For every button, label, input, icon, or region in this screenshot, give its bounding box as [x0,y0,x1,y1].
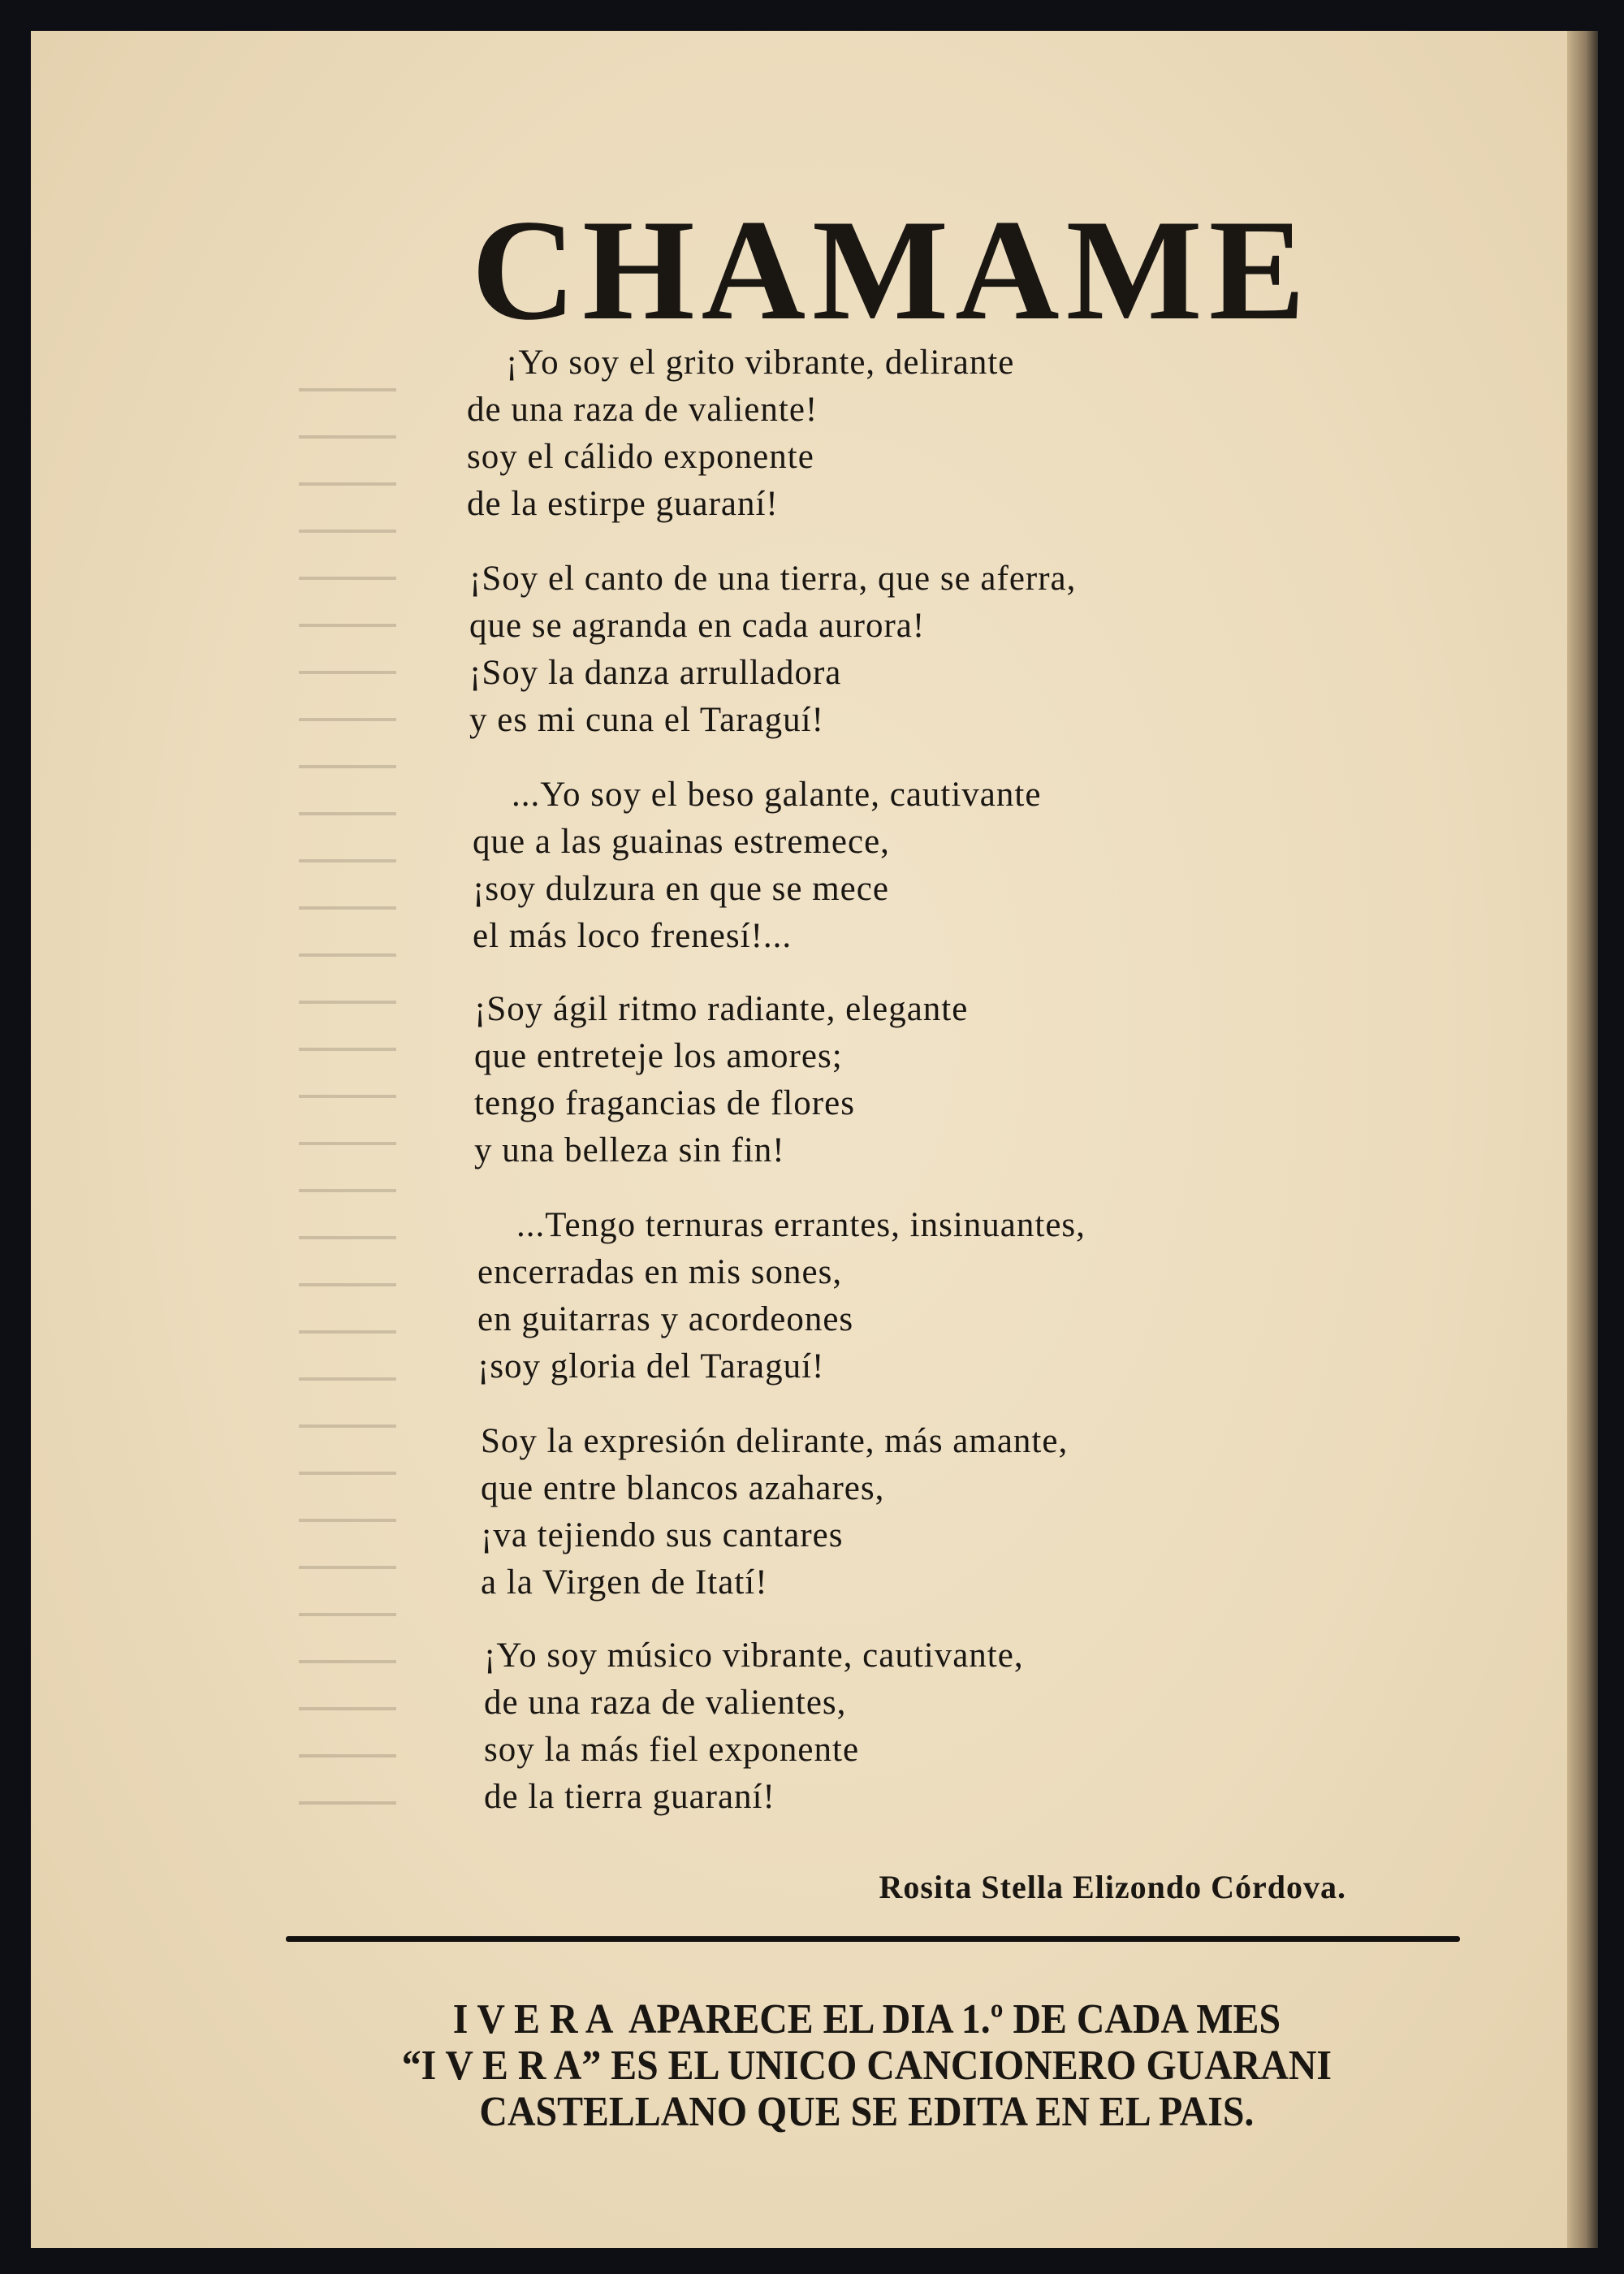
verse-line: que entreteje los amores; [474,1037,843,1075]
verse-line: que a las guainas estremece, [473,823,890,861]
verse-line: de una raza de valientes, [484,1684,847,1722]
verse-line: y es mi cuna el Taraguí! [469,701,824,739]
footer-notice [93,1996,1535,2135]
stanza-7 [484,1632,1024,1821]
verse-line: ¡Yo soy músico vibrante, cautivante, [484,1636,1024,1675]
verse-line: que entre blancos azahares, [481,1469,885,1507]
page-edge [1567,31,1598,2248]
footer-line: CASTELLANO QUE SE EDITA EN EL PAIS. [479,2089,1255,2135]
verse-line: de la tierra guaraní! [484,1778,775,1816]
verse-line: que se agranda en cada aurora! [469,607,926,645]
verse-line: ¡Soy el canto de una tierra, que se aferra, [469,560,1077,598]
verse-line: de una raza de valiente! [467,391,818,429]
verse-line: ¡soy gloria del Taraguí! [477,1347,825,1386]
verse-line: el más loco frenesí!... [473,917,793,955]
verse-line: tengo fragancias de flores [474,1084,855,1122]
stanza-6 [481,1418,1068,1606]
verse-line: ...Yo soy el beso galante, cautivante [512,776,1042,814]
verse-line: encerradas en mis sones, [477,1253,843,1291]
verse-line: de la estirpe guaraní! [467,485,779,523]
verse-line: soy el cálido exponente [467,438,814,476]
author-signature: Rosita Stella Elizondo Córdova. [879,1869,1346,1905]
stanza-5 [477,1202,1086,1390]
footer-line: I V E R A APARECE EL DIA 1.º DE CADA MES [452,1996,1281,2043]
verse-line: en guitarras y acordeones [477,1300,854,1338]
verse-line: Soy la expresión delirante, más amante, [481,1422,1069,1460]
bleed-through-marks [299,356,396,1818]
stanza-2 [469,556,1076,744]
footer-line: “I V E R A” ES EL UNICO CANCIONERO GUARANI [401,2043,1332,2089]
verse-line: a la Virgen de Itatí! [481,1563,768,1602]
verse-line: ¡soy dulzura en que se mece [473,870,889,908]
verse-line: ...Tengo ternuras errantes, insinuantes, [516,1206,1086,1244]
verse-line: y una belleza sin fin! [474,1131,785,1169]
verse-line: ¡Yo soy el grito vibrante, delirante [506,344,1015,382]
stanza-3 [473,772,1041,960]
verse-line: ¡Soy la danza arrulladora [469,654,842,692]
page-title: CHAMAME [471,189,1312,350]
verse-line: soy la más fiel exponente [484,1731,860,1769]
verse-line: ¡va tejiendo sus cantares [481,1516,844,1554]
magazine-page [31,31,1598,2248]
verse-line: ¡Soy ágil ritmo radiante, elegante [474,990,969,1028]
divider-rule [286,1936,1460,1942]
stanza-4 [474,986,968,1174]
stanza-1 [467,339,1014,528]
